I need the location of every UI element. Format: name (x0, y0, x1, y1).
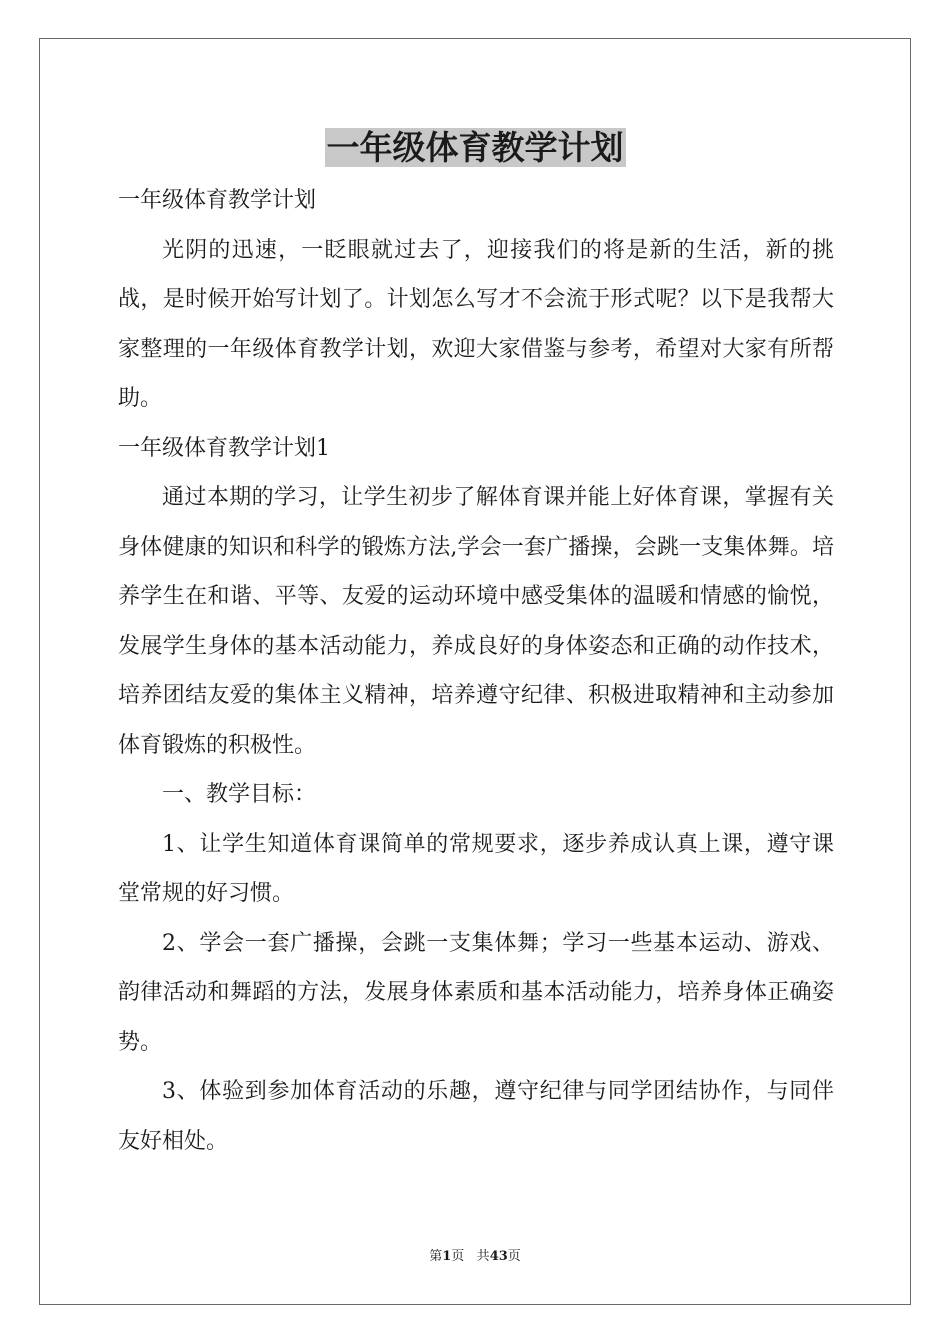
page-suffix: 页 (451, 1249, 465, 1264)
page-footer (0, 1248, 950, 1266)
intro-paragraph: 光阴的迅速，一眨眼就过去了，迎接我们的将是新的生活，新的挑战，是时候开始写计划了。计划怎么写才不会流于形式呢？以下是我帮大家整理的一年级体育教学计划，欢迎大家借鉴与参考，希望对大家有所帮助。 (118, 237, 834, 411)
goal-item-3: 3、体验到参加体育活动的乐趣，遵守纪律与同学团结协作，与同伴友好相处。 (118, 1079, 834, 1154)
section-heading: 一年级体育教学计划1 (118, 435, 330, 461)
page-prefix: 第 (429, 1249, 443, 1264)
goal-item-1: 1、让学生知道体育课简单的常规要求，逐步养成认真上课，遵守课堂常规的好习惯。 (118, 831, 834, 906)
document-body (118, 176, 834, 1166)
document-title (0, 124, 950, 172)
page-number: 1 (442, 1249, 452, 1264)
document-title-text: 一年级体育教学计划 (326, 128, 624, 167)
total-pages: 43 (489, 1249, 508, 1264)
subtitle-paragraph: 一年级体育教学计划 (118, 188, 317, 213)
overview-paragraph: 通过本期的学习，让学生初步了解体育课并能上好体育课，掌握有关身体健康的知识和科学的锻炼方法,学会一套广播操，会跳一支集体舞。培养学生在和谐、平等、友爱的运动环境中感受集体的温暖和情感的愉悦，发展学生身体的基本活动能力，养成良好的身体姿态和正确的动作技术，培养团结友爱的集体主义精神，培养遵守纪律、积极进取精神和主动参加体育锻炼的积极性。 (118, 485, 834, 758)
total-suffix: 页 (507, 1249, 521, 1264)
goals-heading: 一、教学目标： (162, 782, 317, 807)
total-prefix: 共 (476, 1249, 490, 1264)
goal-item-2: 2、学会一套广播操，会跳一支集体舞；学习一些基本运动、游戏、韵律活动和舞蹈的方法，发展身体素质和基本活动能力，培养身体正确姿势。 (118, 930, 834, 1055)
